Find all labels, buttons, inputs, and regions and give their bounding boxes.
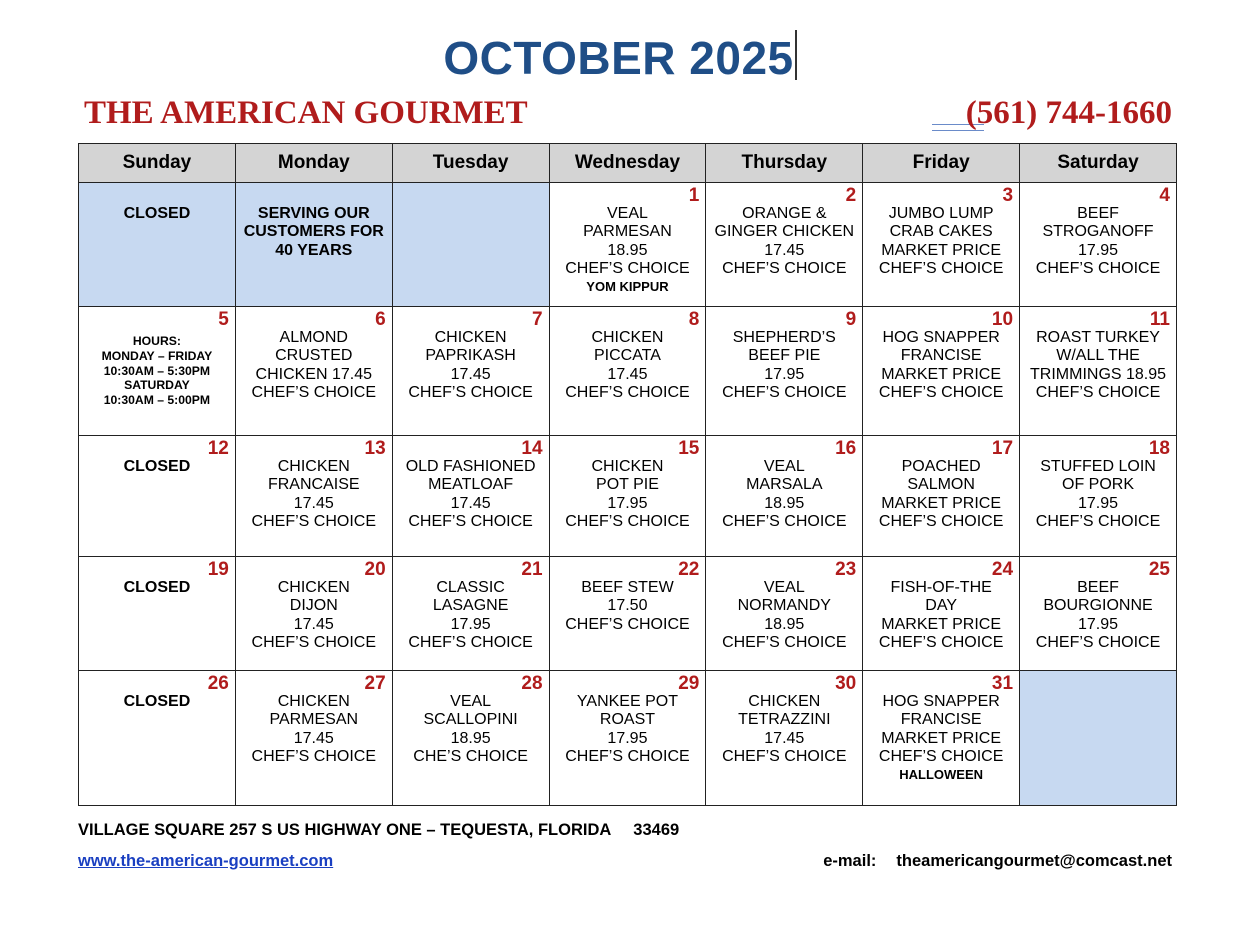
cell-line: PARMESAN <box>583 223 672 241</box>
day-number: 29 <box>678 673 700 694</box>
weekday-header-tuesday: Tuesday <box>392 144 549 183</box>
cell-line: CHEF’S CHOICE <box>722 383 847 401</box>
day-number: 3 <box>1002 185 1014 206</box>
cell-line: 17.95 <box>607 494 648 512</box>
cell-line: GINGER CHICKEN <box>714 223 855 241</box>
weekday-header-saturday: Saturday <box>1020 144 1177 183</box>
holiday-note: HALLOWEEN <box>899 767 984 783</box>
day-number: 19 <box>207 559 229 580</box>
cell-line: OF PORK <box>1062 476 1135 494</box>
cell-line: SERVING OUR <box>257 205 370 222</box>
day-number: 6 <box>375 309 386 330</box>
cell-line: ORANGE & <box>742 205 827 222</box>
cell-line: CHEF’S CHOICE <box>408 633 533 651</box>
cell-line: 10:30AM – 5:00PM <box>103 393 211 408</box>
cell-line: 18.95 <box>607 241 648 259</box>
day-cell <box>863 557 1020 671</box>
cell-line: CHEF’S CHOICE <box>408 512 533 530</box>
cell-line: CHEF’S CHOICE <box>251 383 376 401</box>
day-number: 23 <box>835 559 857 580</box>
menu-item <box>550 183 706 296</box>
cell-line: STROGANOFF <box>1042 223 1154 241</box>
day-number: 31 <box>991 673 1014 694</box>
cell-line: CHICKEN <box>591 458 664 475</box>
cell-line: CHEF’S CHOICE <box>1035 633 1161 651</box>
cell-line: MARKET PRICE <box>881 365 1001 383</box>
cell-line: CHICKEN <box>748 693 821 710</box>
day-cell <box>392 557 549 671</box>
cell-line: CHICKEN <box>277 458 350 475</box>
day-cell <box>392 436 549 557</box>
day-number: 11 <box>1149 309 1170 330</box>
cell-line: CHICKEN <box>277 693 350 710</box>
day-cell <box>1020 671 1177 806</box>
day-number: 26 <box>207 673 229 694</box>
cell-line: 17.45 <box>450 365 491 383</box>
cell-line: TETRAZZINI <box>738 711 831 729</box>
email-label: e-mail: <box>823 852 877 870</box>
cell-line: CHEF’S CHOICE <box>722 633 847 651</box>
cell-line: POT PIE <box>596 476 659 494</box>
cell-line: CUSTOMERS FOR <box>243 223 384 241</box>
menu-item <box>550 307 706 402</box>
day-cell <box>392 307 549 436</box>
day-number: 12 <box>207 438 229 459</box>
menu-item <box>393 307 549 402</box>
day-cell <box>392 671 549 806</box>
cell-line: CHEF’S CHOICE <box>1035 512 1161 530</box>
cell-line: CHEF’S CHOICE <box>878 747 1004 765</box>
address <box>78 821 679 840</box>
weekday-header-friday: Friday <box>863 144 1020 183</box>
cell-line: 17.50 <box>607 597 648 615</box>
cell-line: STUFFED LOIN <box>1040 458 1156 475</box>
cell-line: CLOSED <box>123 205 191 222</box>
cell-line: W/ALL THE <box>1056 347 1140 365</box>
email-address[interactable]: theamericangourmet@comcast.net <box>896 852 1172 870</box>
phone-number: (561) 744-1660 <box>965 95 1172 131</box>
day-cell <box>549 307 706 436</box>
cell-line: BEEF <box>1077 205 1119 222</box>
week-row <box>79 183 1177 307</box>
cell-line: CHEF’S CHOICE <box>722 259 847 277</box>
day-cell <box>1020 436 1177 557</box>
cell-line: 17.95 <box>1078 615 1119 633</box>
cell-line: SALMON <box>907 476 975 494</box>
menu-item <box>706 183 862 278</box>
cell-line: MARKET PRICE <box>881 494 1001 512</box>
day-cell <box>235 183 392 307</box>
cell-line: TRIMMINGS 18.95 <box>1030 365 1167 383</box>
cell-line: ROAST TURKEY <box>1036 329 1160 346</box>
cell-line: CLOSED <box>123 458 191 475</box>
cell-line: 40 YEARS <box>275 241 353 259</box>
day-cell <box>79 557 236 671</box>
cell-line: CHEF’S CHOICE <box>565 383 690 401</box>
weekday-header-sunday: Sunday <box>79 144 236 183</box>
cell-line: 10:30AM – 5:30PM <box>103 363 211 378</box>
cell-line: CHEF’S CHOICE <box>251 512 376 530</box>
cell-line: 17.45 <box>293 494 334 512</box>
day-cell <box>79 307 236 436</box>
calendar-title: OCTOBER 2025 <box>0 30 1240 85</box>
day-cell <box>235 436 392 557</box>
day-cell <box>79 436 236 557</box>
cell-line: ALMOND <box>279 329 348 346</box>
cell-line: CHEF’S CHOICE <box>878 633 1004 651</box>
cell-line: 18.95 <box>764 615 805 633</box>
day-cell <box>706 436 863 557</box>
cell-line: CLOSED <box>123 693 191 710</box>
day-number: 16 <box>835 438 857 459</box>
cell-line: POACHED <box>901 458 981 475</box>
calendar-grid <box>78 143 1177 806</box>
address-zip: 33469 <box>633 821 680 839</box>
cell-line: SCALLOPINI <box>423 711 518 729</box>
day-cell <box>235 671 392 806</box>
day-notice <box>236 183 392 260</box>
cell-line: CHEF’S CHOICE <box>1035 259 1161 277</box>
cell-line: BEEF <box>1077 579 1119 596</box>
day-number: 27 <box>364 673 386 694</box>
email-contact <box>823 852 1172 871</box>
cell-line: 18.95 <box>764 494 805 512</box>
cell-line: MARSALA <box>746 476 823 494</box>
day-notice <box>79 183 235 223</box>
day-cell <box>863 307 1020 436</box>
cell-line: CHEF’S CHOICE <box>565 747 690 765</box>
cell-line: 17.95 <box>764 365 805 383</box>
cell-line: PICCATA <box>593 347 661 365</box>
cell-line: CHEF’S CHOICE <box>408 383 533 401</box>
day-number: 22 <box>678 559 700 580</box>
cell-line: BOURGIONNE <box>1043 597 1153 615</box>
cell-line: SATURDAY <box>124 378 190 393</box>
cell-line: 17.45 <box>764 241 805 259</box>
cell-line: PAPRIKASH <box>425 347 516 365</box>
store-hours <box>79 307 235 408</box>
cell-line: CHICKEN 17.45 <box>255 365 373 383</box>
day-number: 2 <box>845 185 857 206</box>
cell-line: PARMESAN <box>269 711 359 729</box>
weekday-header-row <box>79 144 1177 183</box>
day-cell <box>863 671 1020 806</box>
day-number: 13 <box>364 438 386 459</box>
cell-line: CHEF’S CHOICE <box>565 512 690 530</box>
cell-line: ROAST <box>599 711 656 729</box>
day-cell <box>79 671 236 806</box>
cell-line: MARKET PRICE <box>881 729 1001 747</box>
cell-line: 17.95 <box>450 615 491 633</box>
cell-line: MEATLOAF <box>428 476 514 494</box>
cell-line: FRANCISE <box>900 711 982 729</box>
holiday-note: YOM KIPPUR <box>586 279 669 295</box>
cell-line: CHEF’S CHOICE <box>878 512 1004 530</box>
day-number: 7 <box>531 309 543 330</box>
cell-line: NORMANDY <box>737 597 831 615</box>
day-cell <box>863 436 1020 557</box>
day-cell <box>706 671 863 806</box>
cell-line: MARKET PRICE <box>881 241 1001 259</box>
cell-line: YANKEE POT <box>576 693 678 710</box>
address-street: VILLAGE SQUARE 257 S US HIGHWAY ONE – TEQUESTA, FLORIDA <box>78 821 612 839</box>
cell-line: 17.45 <box>607 365 648 383</box>
cell-line: CLASSIC <box>436 579 505 596</box>
day-cell <box>549 671 706 806</box>
cell-line: 17.95 <box>1078 241 1119 259</box>
cell-line: HOG SNAPPER <box>882 329 1000 346</box>
cell-line: BEEF STEW <box>581 579 674 596</box>
menu-item <box>236 307 392 402</box>
cell-line: LASAGNE <box>432 597 509 615</box>
day-number: 20 <box>364 559 386 580</box>
weekday-header-monday: Monday <box>235 144 392 183</box>
day-cell <box>1020 557 1177 671</box>
menu-item <box>1020 183 1176 278</box>
cell-line: FRANCAISE <box>267 476 360 494</box>
cell-line: CHE’S CHOICE <box>413 747 528 765</box>
day-cell <box>1020 307 1177 436</box>
day-number: 14 <box>521 438 543 459</box>
day-number: 5 <box>218 309 229 330</box>
cell-line: VEAL <box>763 458 805 475</box>
day-cell <box>235 307 392 436</box>
cell-line: CHEF’S CHOICE <box>878 259 1004 277</box>
day-cell <box>863 183 1020 307</box>
cell-line: VEAL <box>606 205 648 222</box>
cell-line: CRAB CAKES <box>889 223 993 241</box>
cell-line: FISH-OF-THE <box>890 579 992 596</box>
cell-line: CHEF’S CHOICE <box>565 615 690 633</box>
day-cell <box>549 183 706 307</box>
cell-line: CHEF’S CHOICE <box>1035 383 1161 401</box>
cell-line: CHICKEN <box>591 329 664 346</box>
weekday-header-wednesday: Wednesday <box>549 144 706 183</box>
cell-line: FRANCISE <box>900 347 982 365</box>
cell-line: 17.95 <box>607 729 648 747</box>
day-cell <box>706 557 863 671</box>
cell-line: OLD FASHIONED <box>405 458 536 475</box>
day-cell <box>392 183 549 307</box>
week-row <box>79 671 1177 806</box>
week-row <box>79 307 1177 436</box>
cell-line: 17.95 <box>1078 494 1119 512</box>
day-number: 17 <box>991 438 1014 459</box>
restaurant-name: THE AMERICAN GOURMET <box>84 95 528 131</box>
cell-line: JUMBO LUMP <box>888 205 994 222</box>
day-cell <box>79 183 236 307</box>
day-number: 8 <box>688 309 700 330</box>
cell-line: CHEF’S CHOICE <box>251 747 376 765</box>
text-cursor <box>795 30 797 80</box>
day-number: 18 <box>1148 438 1170 459</box>
day-number: 4 <box>1159 185 1170 206</box>
day-cell <box>549 436 706 557</box>
cell-line: DAY <box>925 597 957 615</box>
cell-line: SHEPHERD’S <box>732 329 836 346</box>
menu-item <box>863 183 1019 278</box>
day-cell <box>706 307 863 436</box>
cell-line: CHICKEN <box>277 579 350 596</box>
day-number: 24 <box>991 559 1014 580</box>
day-number: 28 <box>521 673 543 694</box>
cell-line: HOURS: <box>132 334 181 348</box>
cell-line: 18.95 <box>450 729 491 747</box>
cell-line: MARKET PRICE <box>881 615 1001 633</box>
week-row <box>79 557 1177 671</box>
cell-line: BEEF PIE <box>748 347 821 365</box>
day-cell <box>549 557 706 671</box>
day-number: 1 <box>688 185 700 206</box>
cell-line: CHEF’S CHOICE <box>722 512 847 530</box>
cell-line: CHEF’S CHOICE <box>878 383 1004 401</box>
cell-line: CHICKEN <box>434 329 507 346</box>
cell-line: VEAL <box>450 693 492 710</box>
day-number: 15 <box>678 438 700 459</box>
cell-line: CHEF’S CHOICE <box>722 747 847 765</box>
cell-line: 17.45 <box>764 729 805 747</box>
website-link[interactable]: www.the-american-gourmet.com <box>78 852 334 870</box>
day-number: 9 <box>845 309 857 330</box>
day-cell <box>706 183 863 307</box>
cell-line: HOG SNAPPER <box>882 693 1000 710</box>
day-number: 25 <box>1148 559 1170 580</box>
cell-line: CRUSTED <box>275 347 353 365</box>
weekday-header-thursday: Thursday <box>706 144 863 183</box>
cell-line: 17.45 <box>293 615 334 633</box>
cell-line: CHEF’S CHOICE <box>251 633 376 651</box>
day-number: 21 <box>521 559 543 580</box>
day-number: 10 <box>991 309 1014 330</box>
day-number: 30 <box>835 673 857 694</box>
menu-item <box>706 307 862 402</box>
cell-line: CHEF’S CHOICE <box>565 259 690 277</box>
cell-line: MONDAY – FRIDAY <box>101 348 213 363</box>
cell-line: VEAL <box>763 579 805 596</box>
cell-line: CLOSED <box>123 579 191 596</box>
cell-line: 17.45 <box>293 729 334 747</box>
cell-line: 17.45 <box>450 494 491 512</box>
week-row <box>79 436 1177 557</box>
day-cell <box>1020 183 1177 307</box>
day-cell <box>235 557 392 671</box>
cell-line: DIJON <box>289 597 338 615</box>
